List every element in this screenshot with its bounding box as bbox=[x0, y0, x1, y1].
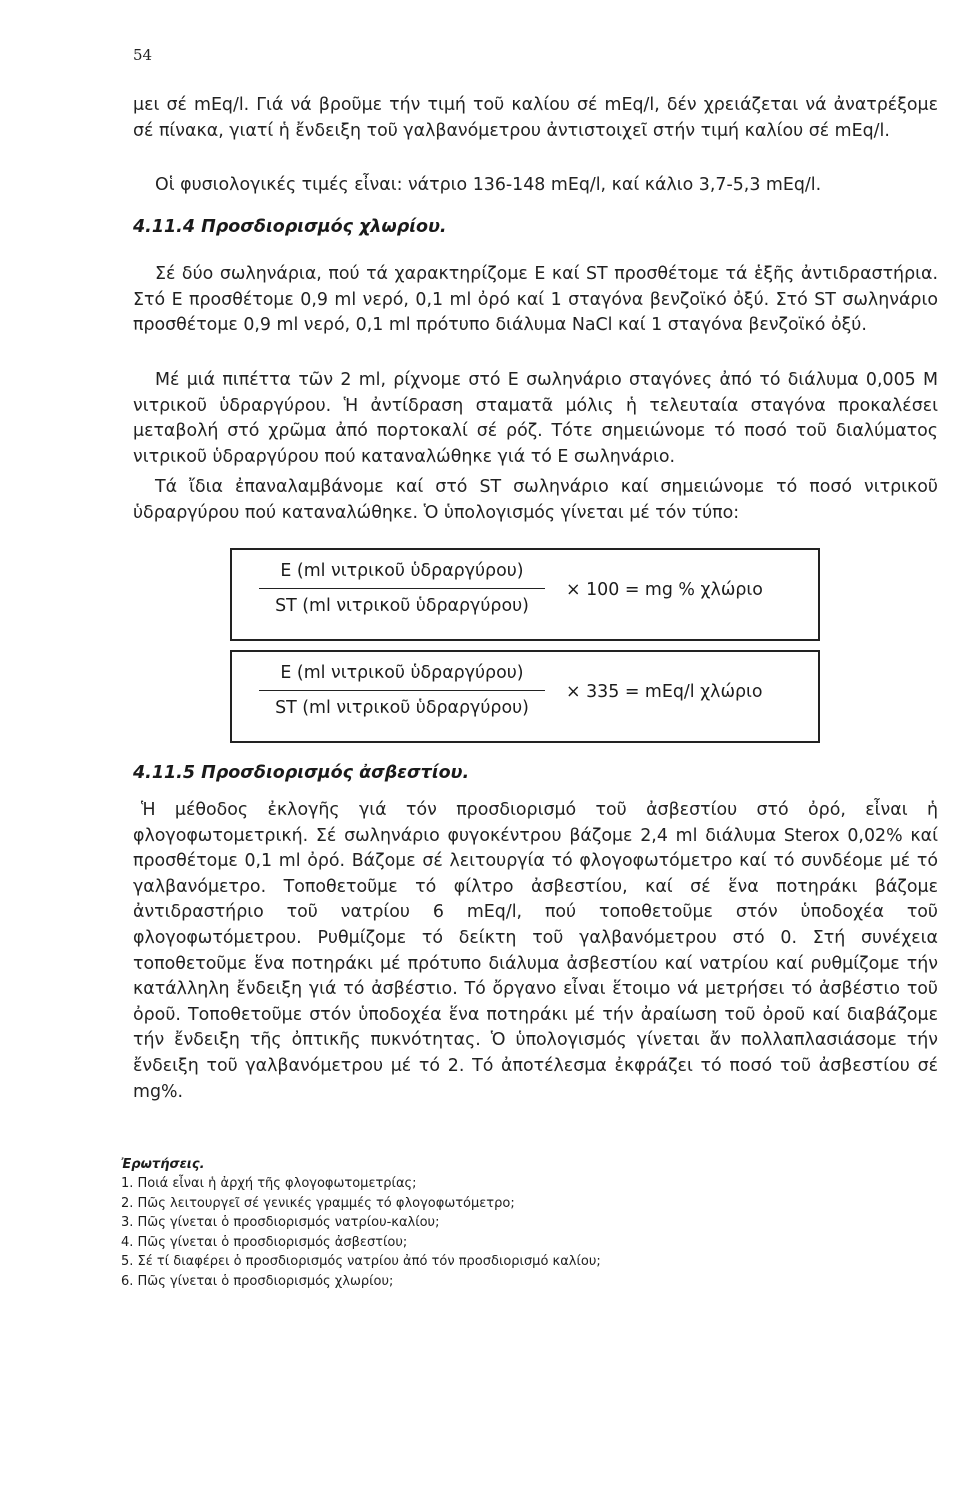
fraction-denominator: ST (ml νιτρικοῦ ὑδραργύρου) bbox=[259, 690, 545, 720]
question-item: 6. Πῶς γίνεται ὁ προσδιορισμός χλωρίου; bbox=[121, 1273, 394, 1289]
paragraph-chloride-calculation: Τά ἴδια ἐπαναλαμβάνομε καί στό ST σωληνάριο καί σημειώνομε τό ποσό νιτρικοῦ ὑδραργύρου πού καταναλώθηκε. Ὁ ὑπολογισμός γίνεται μέ τόν τύπο: bbox=[133, 477, 938, 523]
section-heading-chloride: 4.11.4 Προσδιορισμός χλωρίου. bbox=[133, 217, 447, 237]
fraction-numerator: E (ml νιτρικοῦ ὑδραργύρου) bbox=[280, 561, 524, 581]
fraction-numerator: E (ml νιτρικοῦ ὑδραργύρου) bbox=[280, 663, 524, 683]
formula-box-mg-percent bbox=[230, 548, 820, 641]
question-item: 2. Πῶς λειτουργεῖ σέ γενικές γραμμές τό φλογοφωτόμετρο; bbox=[121, 1195, 515, 1211]
paragraph-calcium-method: Ἡ μέθοδος ἐκλογῆς γιά τόν προσδιορισμό τοῦ ἀσβεστίου στό ὀρό, εἶναι ἡ φλογοφωτομετρική. Σέ σωληνάριο φυγοκέντρου βάζομε 2,4 ml διάλυμα Sterox 0,02% καί προσθέτομε 0,1 ml ὀρό. Βάζομε σέ λειτουργία τό φλογοφωτόμετρο καί τό συνδέομε μέ τό γαλβανόμετρο. Τοποθετοῦμε τό φίλτρο ἀσβεστίου, καί σέ ἕνα ποτηράκι βάζομε ἀντιδραστήριο τοῦ νατρίου 6 mEq/l, πού τοποθετοῦμε στόν ὑποδοχέα τοῦ φλογοφωτόμετρου. Ρυθμίζομε τό δείκτη τοῦ γαλβανόμετρου στό 0. Στή συνέχεια τοποθετοῦμε ἕνα ποτηράκι μέ πρότυπο διάλυμα ἀσβεστίου καί νατρίου καί ρυθμίζομε τήν κατάλληλη ἔνδειξη γιά τό ἀσβέστιο. Τό ὄργανο εἶναι ἕτοιμο νά μετρήσει τό ἀσβέστιο τοῦ ὀροῦ. Τοποθετοῦμε στόν ὑποδοχέα ἕνα ποτηράκι μέ τήν ἀραίωση τοῦ ὀροῦ καί διαβάζομε τήν ἔνδειξη τῆς ὀπτικῆς πυκνότητας. Ὁ ὑπολογισμός γίνεται ἄν πολλαπλασιάσομε τήν ἔνδειξη τοῦ γαλβανόμετρου μέ τό 2. Τό ἀποτέλεσμα ἐκφράζει τό ποσό τοῦ ἀσβεστίου σέ mg%. bbox=[133, 800, 938, 1102]
question-item: 5. Σέ τί διαφέρει ὁ προσδιορισμός νατρίου ἀπό τόν προσδιορισμό καλίου; bbox=[121, 1254, 601, 1270]
paragraph-chloride-titration: Μέ μιά πιπέττα τῶν 2 ml, ρίχνομε στό E σωληνάριο σταγόνες ἀπό τό διάλυμα 0,005 Μ νιτρικοῦ ὑδραργύρου. Ἡ ἀντίδραση σταματᾶ μόλις ἡ τελευταία σταγόνα προκαλέσει μεταβολή στό χρῶμα ἀπό πορτοκαλί σέ ρόζ. Τότε σημειώνομε τό ποσό τοῦ διαλύματος νιτρικοῦ ὑδραργύρου πού καταναλώθηκε γιά τό E σωληνάριο. bbox=[133, 370, 938, 467]
questions-list bbox=[121, 1174, 601, 1292]
page-number: 54 bbox=[133, 46, 153, 64]
question-item: 1. Ποιά εἶναι ἡ ἀρχή τῆς φλογοφωτομετρίας; bbox=[121, 1176, 417, 1191]
formula-result: × 335 = mEq/l χλώριο bbox=[566, 682, 763, 702]
question-item: 3. Πῶς γίνεται ὁ προσδιορισμός νατρίου-καλίου; bbox=[121, 1215, 440, 1231]
section-heading-calcium: 4.11.5 Προσδιορισμός ἀσβεστίου. bbox=[133, 763, 470, 783]
paragraph-normal-values: Οἱ φυσιολογικές τιμές εἶναι: νάτριο 136-148 mEq/l, καί κάλιο 3,7-5,3 mEq/l. bbox=[155, 175, 822, 195]
question-item: 4. Πῶς γίνεται ὁ προσδιορισμός ἀσβεστίου; bbox=[121, 1234, 408, 1250]
formula-box-meq-per-l bbox=[230, 650, 820, 743]
paragraph-potassium-conversion: μει σέ mEq/l. Γιά νά βροῦμε τήν τιμή τοῦ καλίου σέ mEq/l, δέν χρειάζεται νά ἀνατρέξομε σέ πίνακα, γιατί ἡ ἔνδειξη τοῦ γαλβανόμετρου ἀντιστοιχεῖ στήν τιμή καλίου σέ mEq/l. bbox=[133, 95, 938, 141]
fraction bbox=[259, 661, 545, 720]
fraction bbox=[259, 559, 545, 618]
questions-title: Ἐρωτήσεις. bbox=[121, 1157, 205, 1172]
paragraph-chloride-reagents: Σέ δύο σωληνάρια, πού τά χαρακτηρίζομε E καί ST προσθέτομε τά ἑξῆς ἀντιδραστήρια. Στό E προσθέτομε 0,9 ml νερό, 0,1 ml ὀρό καί 1 σταγόνα βενζοϊκό ὀξύ. Στό ST σωληνάριο προσθέτομε 0,9 ml νερό, 0,1 ml πρότυπο διάλυμα NaCl καί 1 σταγόνα βενζοϊκό ὀξύ. bbox=[133, 264, 938, 336]
fraction-denominator: ST (ml νιτρικοῦ ὑδραργύρου) bbox=[259, 588, 545, 618]
formula-result: × 100 = mg % χλώριο bbox=[566, 580, 763, 600]
